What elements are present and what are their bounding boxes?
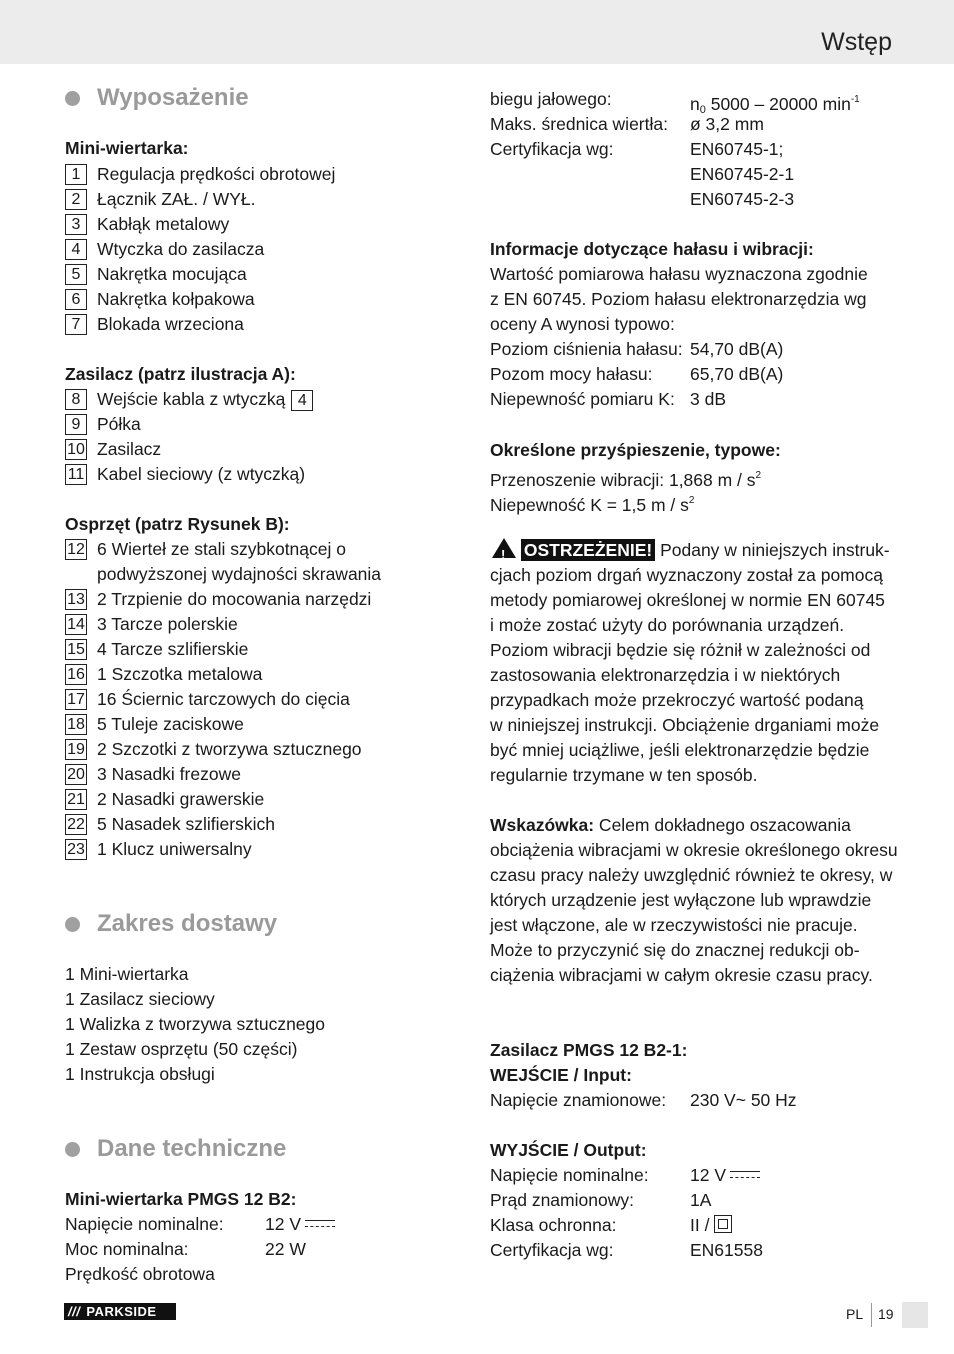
- output-label: Prąd znamionowy:: [490, 1190, 634, 1210]
- input-value: 230 V~ 50 Hz: [690, 1090, 797, 1110]
- output-label: Klasa ochronna:: [490, 1215, 617, 1235]
- list-item: Blokada wrzeciona: [97, 314, 244, 334]
- noise-value: 54,70 dB(A): [690, 339, 784, 359]
- item-number-box: 4: [65, 239, 87, 260]
- spec-value: EN60745-2-1: [690, 164, 795, 184]
- section-bullet: [65, 91, 80, 106]
- item-number-box: 5: [65, 264, 87, 285]
- section-bullet: [65, 917, 80, 932]
- warning-triangle-icon: !: [492, 538, 516, 558]
- footer-language: PL: [846, 1306, 864, 1322]
- page-title: Wstęp: [821, 28, 892, 56]
- item-number-box: 19: [65, 739, 87, 760]
- spec-value: ø 3,2 mm: [690, 114, 764, 134]
- tip-line: których urządzenie jest wyłączone lub wprawdzie: [490, 890, 872, 910]
- input-heading: WEJŚCIE / Input:: [490, 1065, 632, 1085]
- section-bullet: [65, 1142, 80, 1157]
- warning-line: zastosowania elektronarzędzia i w niektórych: [490, 665, 841, 685]
- input-label: Napięcie znamionowe:: [490, 1090, 667, 1110]
- item-number-box: 6: [65, 289, 87, 310]
- warning-first-line: ! OSTRZEŻENIE! Podany w niniejszych instruk-: [492, 538, 890, 563]
- output-heading: WYJŚCIE / Output:: [490, 1140, 647, 1160]
- item-number-box: 7: [65, 314, 87, 335]
- dc-symbol-icon: [305, 1220, 335, 1230]
- warning-line: regularnie trzymane w ten sposób.: [490, 765, 758, 785]
- warning-line: przypadkach może przekroczyć wartość podaną: [490, 690, 864, 710]
- warning-line: i może zostać użyty do porównania urządzeń.: [490, 615, 845, 635]
- spec-label: Certyfikacja wg:: [490, 139, 614, 159]
- mini-heading: Mini-wiertarka:: [65, 138, 189, 158]
- list-item: 2 Trzpienie do mocowania narzędzi: [97, 589, 372, 609]
- list-item: Półka: [97, 414, 141, 434]
- list-item: 2 Szczotki z tworzywa sztucznego: [97, 739, 362, 759]
- item-number-box: 10: [65, 439, 87, 460]
- section-title-dane: Dane techniczne: [97, 1135, 287, 1162]
- output-value: 1A: [690, 1190, 712, 1210]
- zasilacz-heading: Zasilacz (patrz ilustracja A):: [65, 364, 296, 384]
- item-number-box: 2: [65, 189, 87, 210]
- spec-label: biegu jałowego:: [490, 89, 612, 109]
- section-title-wyposazenie: Wyposażenie: [97, 84, 249, 111]
- item-number-box: 3: [65, 214, 87, 235]
- list-item: Wtyczka do zasilacza: [97, 239, 265, 259]
- warning-line: Poziom wibracji będzie się różnił w zależności od: [490, 640, 871, 660]
- item-number-box: 14: [65, 614, 87, 635]
- list-item-continuation: podwyższonej wydajności skrawania: [97, 564, 382, 584]
- warning-line: w niniejszej instrukcji. Obciążenie drganiami może: [490, 715, 880, 735]
- item-number-box: 12: [65, 539, 87, 560]
- dane-label: Prędkość obrotowa: [65, 1264, 215, 1284]
- dc-symbol-icon: [730, 1171, 760, 1181]
- page-number: 19: [878, 1306, 894, 1322]
- output-value: 12 V: [690, 1163, 760, 1188]
- noise-label: Niepewność pomiaru K:: [490, 389, 675, 409]
- list-item: 3 Nasadki frezowe: [97, 764, 241, 784]
- footer-divider: [871, 1303, 872, 1327]
- osprzet-heading: Osprzęt (patrz Rysunek B):: [65, 514, 290, 534]
- tip-line: jest włączone, ale w rzeczywistości nie pracuje.: [490, 915, 858, 935]
- output-label: Napięcie nominalne:: [490, 1165, 649, 1185]
- accel-line: Przenoszenie wibracji: 1,868 m / $s^2$: [490, 470, 762, 490]
- noise-value: 65,70 dB(A): [690, 364, 784, 384]
- dane-label: Moc nominalna:: [65, 1239, 189, 1259]
- noise-text: Wartość pomiarowa hałasu wyznaczona zgodnie: [490, 264, 868, 284]
- noise-label: Pozom mocy hałasu:: [490, 364, 653, 384]
- list-item: 1 Klucz uniwersalny: [97, 839, 252, 859]
- list-item: 3 Tarcze polerskie: [97, 614, 238, 634]
- brand-logo: /// PARKSIDE: [64, 1303, 176, 1320]
- section-title-zakres: Zakres dostawy: [97, 910, 278, 937]
- delivery-item: 1 Instrukcja obsługi: [65, 1064, 215, 1084]
- spec-value: $n_0$ 5000 – 20000 $\min^{-1}$: [690, 94, 860, 116]
- warning-line: metody pomiarowej określonej w normie EN 60745: [490, 590, 885, 610]
- delivery-item: 1 Zestaw osprzętu (50 części): [65, 1039, 298, 1059]
- warning-line: być mniej uciążliwe, jeśli elektronarzędzie będzie: [490, 740, 870, 760]
- list-item: Łącznik ZAŁ. / WYŁ.: [97, 189, 256, 209]
- item-number-box: 9: [65, 414, 87, 435]
- tip-line: ciążenia wibracjami w całym okresie czasu pracy.: [490, 965, 873, 985]
- delivery-item: 1 Mini-wiertarka: [65, 964, 189, 984]
- item-number-box: 8: [65, 389, 87, 410]
- item-number-box: 15: [65, 639, 87, 660]
- header-bar: [0, 0, 954, 64]
- accel-heading: Określone przyśpieszenie, typowe:: [490, 440, 781, 460]
- spec-value: EN60745-2-3: [690, 189, 795, 209]
- noise-label: Poziom ciśnienia hałasu:: [490, 339, 683, 359]
- warning-badge: OSTRZEŻENIE!: [521, 539, 655, 561]
- list-item: 1 Szczotka metalowa: [97, 664, 263, 684]
- noise-value: 3 dB: [690, 389, 726, 409]
- footer-tab: [902, 1302, 928, 1328]
- item-number-box: 23: [65, 839, 87, 860]
- ref-number-box: 4: [291, 390, 313, 411]
- list-item: Zasilacz: [97, 439, 162, 459]
- noise-text: z EN 60745. Poziom hałasu elektronarzędzia wg: [490, 289, 867, 309]
- item-number-box: 1: [65, 164, 87, 185]
- warning-line: cjach poziom drgań wyznaczony został za pomocą: [490, 565, 883, 585]
- delivery-item: 1 Walizka z tworzywa sztucznego: [65, 1014, 325, 1034]
- protection-class-ii-icon: [714, 1215, 732, 1233]
- spec-value: EN60745-1;: [690, 139, 784, 159]
- item-number-box: 20: [65, 764, 87, 785]
- item-number-box: 18: [65, 714, 87, 735]
- noise-text: oceny A wynosi typowo:: [490, 314, 675, 334]
- list-item: Kabłąk metalowy: [97, 214, 230, 234]
- item-number-box: 13: [65, 589, 87, 610]
- output-value: II /: [690, 1213, 732, 1238]
- dane-label: Napięcie nominalne:: [65, 1214, 224, 1234]
- item-number-box: 17: [65, 689, 87, 710]
- accel-line: Niepewność K = 1,5 m / $s^2$: [490, 495, 695, 515]
- list-item: Kabel sieciowy (z wtyczką): [97, 464, 306, 484]
- tip-line: czasu pracy należy uwzględnić również te okresy, w: [490, 865, 893, 885]
- tip-line: Może to przyczynić się do znacznej redukcji ob-: [490, 940, 860, 960]
- item-number-box: 22: [65, 814, 87, 835]
- list-item: 16 Ściernic tarczowych do cięcia: [97, 689, 350, 709]
- output-label: Certyfikacja wg:: [490, 1240, 614, 1260]
- list-item: Wejście kabla z wtyczką 4: [97, 387, 313, 412]
- list-item: 6 Wierteł ze stali szybkotnącej o: [97, 539, 346, 559]
- item-number-box: 21: [65, 789, 87, 810]
- list-item: Nakrętka mocująca: [97, 264, 247, 284]
- output-value: EN61558: [690, 1240, 763, 1260]
- delivery-item: 1 Zasilacz sieciowy: [65, 989, 215, 1009]
- list-item: 5 Nasadek szlifierskich: [97, 814, 275, 834]
- list-item: Nakrętka kołpakowa: [97, 289, 255, 309]
- list-item: 5 Tuleje zaciskowe: [97, 714, 244, 734]
- spec-label: Maks. średnica wiertła:: [490, 114, 668, 134]
- list-item: Regulacja prędkości obrotowej: [97, 164, 336, 184]
- dane-heading: Mini-wiertarka PMGS 12 B2:: [65, 1189, 297, 1209]
- list-item: 4 Tarcze szlifierskie: [97, 639, 249, 659]
- item-number-box: 11: [65, 464, 87, 485]
- dane-value: 22 W: [265, 1239, 306, 1259]
- zasilacz-spec-heading: Zasilacz PMGS 12 B2-1:: [490, 1040, 688, 1060]
- tip-first-line: Wskazówka: Celem dokładnego oszacowania: [490, 815, 851, 835]
- item-number-box: 16: [65, 664, 87, 685]
- list-item: 2 Nasadki grawerskie: [97, 789, 265, 809]
- dane-value: 12 V: [265, 1212, 335, 1237]
- tip-line: obciążenia wibracjami w okresie określonego okresu: [490, 840, 898, 860]
- noise-heading: Informacje dotyczące hałasu i wibracji:: [490, 239, 814, 259]
